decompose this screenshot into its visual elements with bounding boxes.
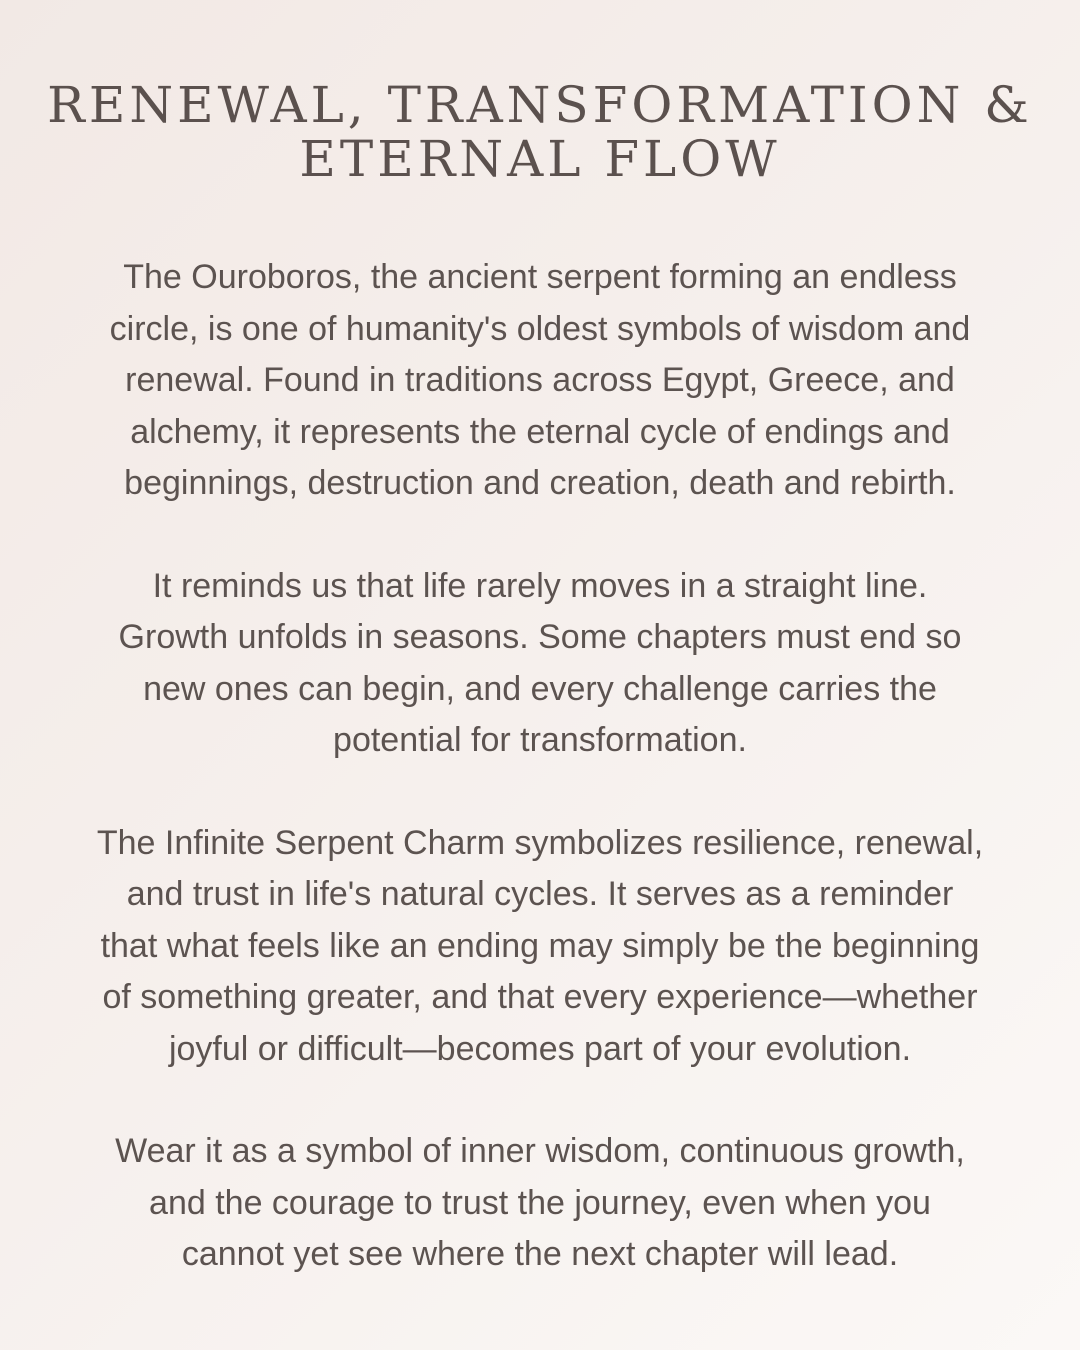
text-line: potential for transformation. — [333, 721, 747, 759]
text-line: Growth unfolds in seasons. Some chapters must end so — [118, 618, 962, 656]
title-line-1: RENEWAL, TRANSFORMATION & — [47, 76, 1033, 134]
text-line: The Ouroboros, the ancient serpent forming an endless — [123, 258, 957, 296]
text-line: alchemy, it represents the eternal cycle of endings and — [130, 412, 950, 451]
text-line: renewal. Found in traditions across Egypt, Greece, and — [125, 361, 955, 399]
text-line: that what feels like an ending may simply be the beginning — [100, 926, 980, 965]
title-line-2: ETERNAL FLOW — [299, 130, 781, 188]
text-line: new ones can begin, and every challenge carries the — [143, 669, 937, 708]
body-text — [36, 252, 1044, 1281]
paragraph-wear-it — [36, 1126, 1044, 1281]
text-line: joyful or difficult—becomes part of your evolution. — [168, 1029, 912, 1068]
text-line: of something greater, and that every experience—whether — [102, 978, 978, 1016]
paragraph-life-cycles — [36, 561, 1044, 767]
text-line: It reminds us that life rarely moves in a straight line. — [152, 566, 928, 605]
paragraph-ouroboros — [36, 252, 1044, 510]
text-line: and trust in life's natural cycles. It serves as a reminder — [126, 875, 954, 913]
text-line: beginnings, destruction and creation, death and rebirth. — [124, 464, 956, 502]
page-title — [36, 78, 1044, 186]
text-line: The Infinite Serpent Charm symbolizes resilience, renewal, — [96, 823, 984, 862]
paragraph-serpent-charm — [36, 818, 1044, 1076]
text-line: Wear it as a symbol of inner wisdom, continuous growth, — [115, 1132, 965, 1170]
text-line: cannot yet see where the next chapter will lead. — [181, 1235, 899, 1273]
text-line: circle, is one of humanity's oldest symbols of wisdom and — [109, 309, 971, 348]
text-line: and the courage to trust the journey, even when you — [149, 1183, 931, 1222]
